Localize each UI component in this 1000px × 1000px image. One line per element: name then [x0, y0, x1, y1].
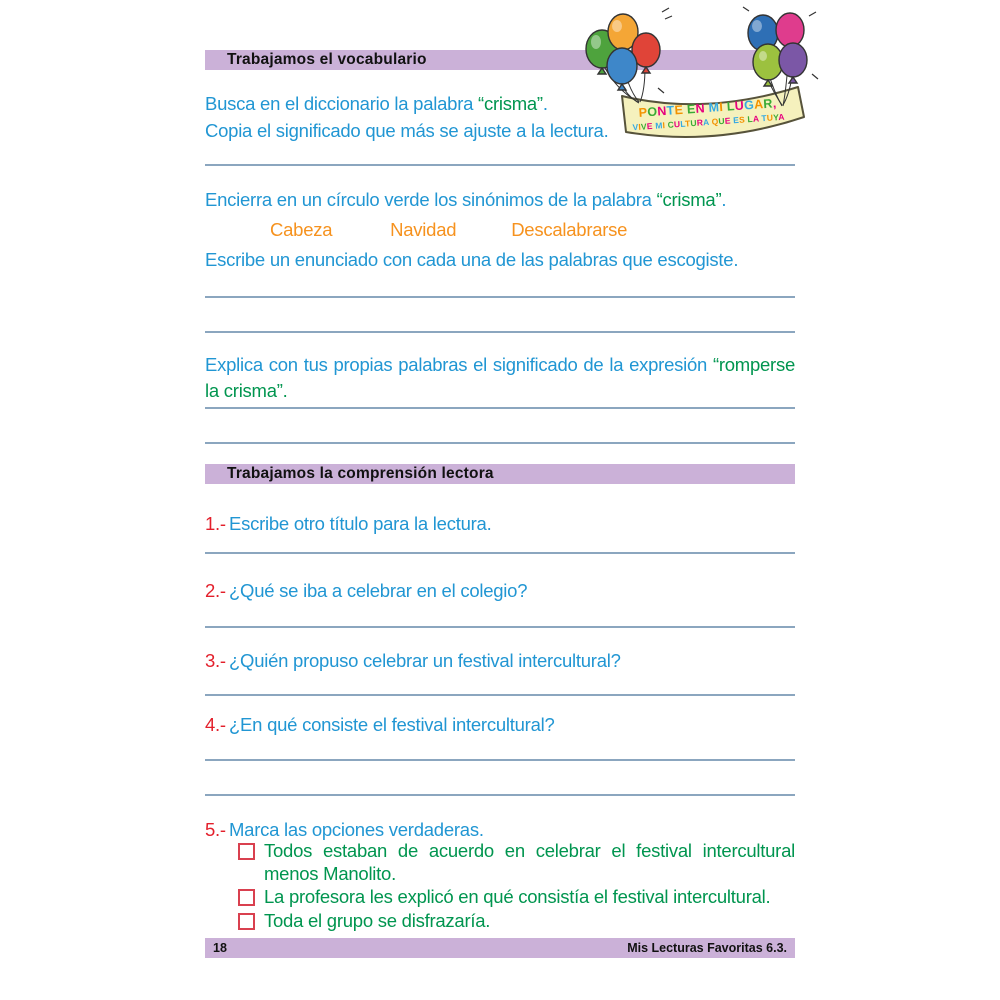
- task-encierra-period: .: [721, 189, 727, 210]
- answer-line: [205, 626, 795, 628]
- section-title-comprension: Trabajamos la comprensión lectora: [227, 465, 494, 482]
- answer-line: [205, 694, 795, 696]
- book-title: Mis Lecturas Favoritas 6.3.: [627, 941, 787, 955]
- synonym-option-navidad[interactable]: Navidad: [390, 219, 457, 240]
- synonym-options: [205, 217, 627, 243]
- question-1: [205, 511, 491, 537]
- question-1-text: Escribe otro título para la lectura.: [229, 513, 492, 534]
- balloon-purple-icon: [779, 43, 807, 77]
- highlight-word-crisma: “crisma”: [656, 189, 722, 210]
- question-4-text: ¿En qué consiste el festival intercultural?: [229, 714, 555, 735]
- answer-line: [205, 331, 795, 333]
- balloon-cluster-left: [586, 8, 672, 103]
- checkbox-option-2[interactable]: [238, 889, 255, 906]
- checkbox-option-3[interactable]: [238, 913, 255, 930]
- banner-line2: VIVE MI CULTURA QUE ES LA TUYA: [632, 111, 785, 133]
- balloon-blue-icon: [607, 48, 637, 84]
- section-header-comprension: [205, 464, 795, 484]
- option-row-3: [238, 910, 795, 933]
- answer-line: [205, 759, 795, 761]
- task-busca-period: .: [542, 93, 548, 114]
- highlight-word-crisma: “crisma”: [478, 93, 543, 114]
- synonym-option-descalabrarse[interactable]: Descalabrarse: [511, 219, 628, 240]
- task-escribe: Escribe un enunciado con cada una de las palabras que escogiste.: [205, 249, 739, 270]
- option-3-label: Toda el grupo se disfrazaría.: [264, 909, 491, 931]
- answer-line: [205, 442, 795, 444]
- balloon-magenta-icon: [776, 13, 804, 47]
- question-5-number: 5.-: [205, 819, 226, 840]
- task-busca-text: Busca en el diccionario la palabra: [205, 93, 479, 114]
- answer-line: [205, 296, 795, 298]
- task-explica-period: .: [282, 380, 288, 401]
- question-3-number: 3.-: [205, 650, 226, 671]
- option-2-label: La profesora les explicó en qué consistía el festival intercultural.: [264, 886, 771, 907]
- question-4-number: 4.-: [205, 714, 226, 735]
- task-explica-text: Explica con tus propias palabras el significado de la expresión: [205, 354, 713, 375]
- page-number: 18: [213, 941, 227, 955]
- task-copia: Copia el significado que más se ajuste a la lectura.: [205, 120, 609, 141]
- option-row-2: [238, 886, 795, 909]
- question-2-text: ¿Qué se iba a celebrar en el colegio?: [229, 580, 528, 601]
- question-1-number: 1.-: [205, 513, 226, 534]
- footer-bar: [205, 938, 795, 958]
- synonym-option-cabeza[interactable]: Cabeza: [270, 219, 333, 240]
- question-2-number: 2.-: [205, 580, 226, 601]
- option-row-1: [238, 840, 795, 885]
- option-1-label: Todos estaban de acuerdo en celebrar el festival intercultural menos Manolito.: [264, 840, 795, 884]
- highlight-phrase-romperse: “romperse la crisma”: [205, 354, 795, 401]
- question-3-text: ¿Quién propuso celebrar un festival intercultural?: [229, 650, 621, 671]
- section-title-vocabulario: Trabajamos el vocabulario: [227, 51, 427, 68]
- question-5-options: [238, 840, 795, 933]
- checkbox-option-1[interactable]: [238, 843, 255, 860]
- question-3: [205, 648, 621, 674]
- task-busca: [205, 91, 548, 117]
- answer-line: [205, 407, 795, 409]
- banner-line1: PONTE EN MI LUGAR,: [638, 96, 777, 120]
- question-5-text: Marca las opciones verdaderas.: [229, 819, 484, 840]
- question-2: [205, 578, 527, 604]
- task-encierra-text: Encierra en un círculo verde los sinónimos de la palabra: [205, 189, 657, 210]
- answer-line: [205, 552, 795, 554]
- task-explica: [205, 352, 795, 404]
- task-encierra: [205, 187, 726, 213]
- answer-line: [205, 164, 795, 166]
- answer-line: [205, 794, 795, 796]
- question-4: [205, 712, 555, 738]
